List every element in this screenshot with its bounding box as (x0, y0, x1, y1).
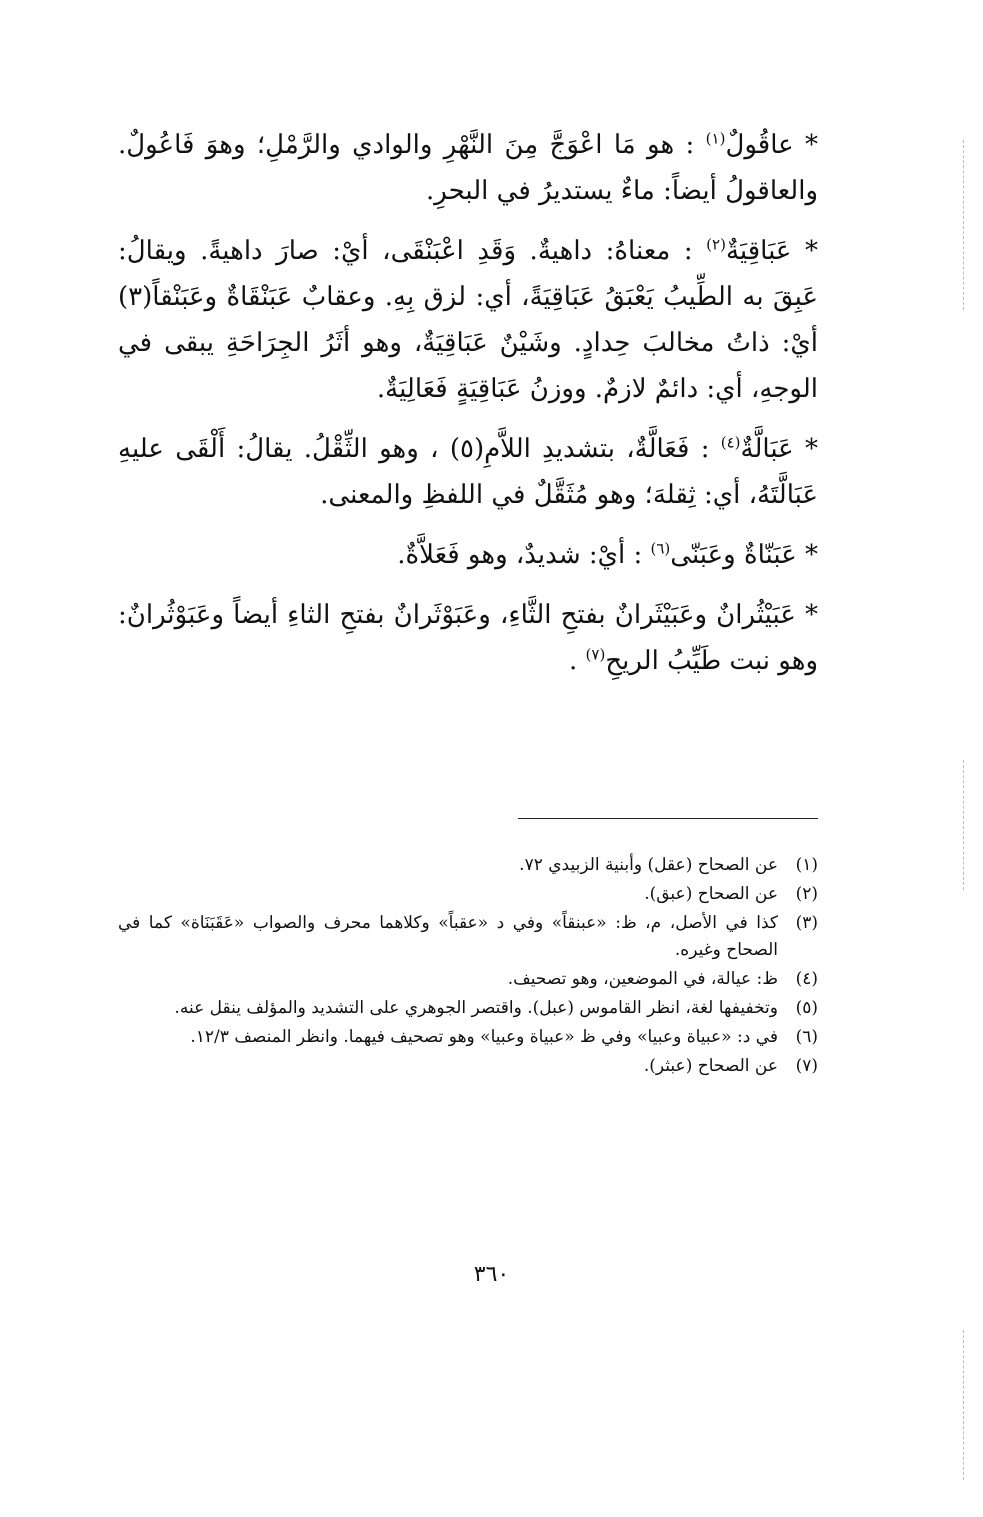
entry-headword: * عَبَيْثُرانٌ وعَبَيْثَرانٌ بفتحِ الثَّاءِ، وعَبَوْثَرانٌ بفتحِ الثاءِ أيضاً وعَبَوْثُرانٌ: وهو نبت طَيِّبُ الريحِ (118, 600, 818, 676)
footnote-ref: (٤) (720, 433, 741, 452)
footnote (118, 995, 818, 1022)
entry-headword: * عاقُولٌ (725, 130, 818, 160)
footnote-separator (518, 818, 818, 819)
entry (118, 122, 818, 214)
entry-headword: * عَبَنّاةٌ وعَبَنّى (670, 540, 818, 570)
entry (118, 228, 818, 412)
entry-body: : أيْ: شديدٌ، وهو فَعَلاَّةٌ. (397, 540, 651, 570)
footnote-number: (٢) (795, 884, 818, 904)
footnote-number: (٣) (795, 913, 818, 933)
footnote-text: عن الصحاح (عبثر). (643, 1056, 778, 1076)
footnote-ref: (١) (705, 129, 726, 148)
footnote-number: (٤) (795, 969, 818, 989)
entry-body: . (569, 646, 586, 676)
footnote-number: (٧) (795, 1056, 818, 1076)
footnote (118, 1024, 818, 1051)
scan-edge-mark (963, 760, 964, 890)
footnote-text: كذا في الأصل، م، ظ: «عبنقاً» وفي د «عقباً» وكلاهما محرف والصواب «عَقَبَنَاة» كما في الصحاح وغيره. (118, 913, 778, 960)
footnote (118, 1053, 818, 1080)
footnote-ref: (٢) (706, 235, 726, 254)
footnote-number: (١) (795, 855, 818, 875)
footnotes (118, 852, 818, 1082)
scan-edge-mark (963, 140, 964, 310)
entry-headword: * عَبَالَّةٌ (740, 434, 818, 464)
footnote-ref: (٦) (650, 539, 671, 558)
footnote-ref: (٧) (585, 645, 606, 664)
page-number: ٣٦٠ (473, 1262, 510, 1287)
footnote (118, 881, 818, 908)
footnote-text: في د: «عبياة وعبيا» وفي ظ «عبياة وعبيا» وهو تصحيف فيهما. وانظر المنصف ١٢/٣. (190, 1027, 778, 1047)
footnote-text: ظ: عيالة، في الموضعين، وهو تصحيف. (507, 969, 778, 989)
footnote (118, 852, 818, 879)
footnote-number: (٥) (795, 998, 818, 1018)
entry-body: : فَعَالَّةٌ، بتشديدِ اللاَّمِ(٥) ، وهو الثِّقْلُ. يقالُ: أَلْقَى عليهِ عَبَالَّتَهُ، أي: ثِقلهَ؛ وهو مُثَقَّلٌ في اللفظِ والمعنى. (118, 434, 818, 510)
footnote-text: عن الصحاح (عبق). (644, 884, 778, 904)
footnote-text: عن الصحاح (عقل) وأبنية الزبيدي ٧٢. (519, 855, 778, 875)
footnote-number: (٦) (795, 1027, 818, 1047)
entry-body: : هو مَا اعْوَجَّ مِنَ النَّهْرِ والوادي والرَّمْلِ؛ وهوَ فَاعُولٌ. والعاقولُ أيضاً: ماءٌ يستديرُ في البحرِ. (118, 130, 818, 206)
footnote (118, 910, 818, 964)
entry (118, 592, 818, 684)
entry (118, 426, 818, 518)
entry-body: : معناهُ: داهيةٌ. وَقَدِ اعْبَنْقَى، أيْ: صارَ داهيةً. ويقالُ: عَبِقَ به الطِّيبُ يَعْبَقُ عَبَاقِيَةً، أي: لزق بِهِ. وعقابٌ عَبَنْقَاةٌ وعَبَنْقاً(٣) أيْ: ذاتُ مخالبَ حِدادٍ. وشَيْنٌ عَبَاقِيَةٌ، وهو أثَرُ الجِرَاحَةِ يبقى في الوجهِ، أي: دائمٌ لازمٌ. ووزنُ عَبَاقِيَةٍ فَعَالِيَةٌ. (118, 236, 818, 404)
footnote (118, 966, 818, 993)
scan-edge-mark (963, 1330, 964, 1480)
entry-headword: * عَبَاقِيَةٌ (725, 236, 818, 266)
entry (118, 532, 818, 578)
main-text (118, 122, 818, 698)
footnote-text: وتخفيفها لغة، انظر القاموس (عبل). واقتصر الجوهري على التشديد والمؤلف ينقل عنه. (174, 998, 778, 1018)
